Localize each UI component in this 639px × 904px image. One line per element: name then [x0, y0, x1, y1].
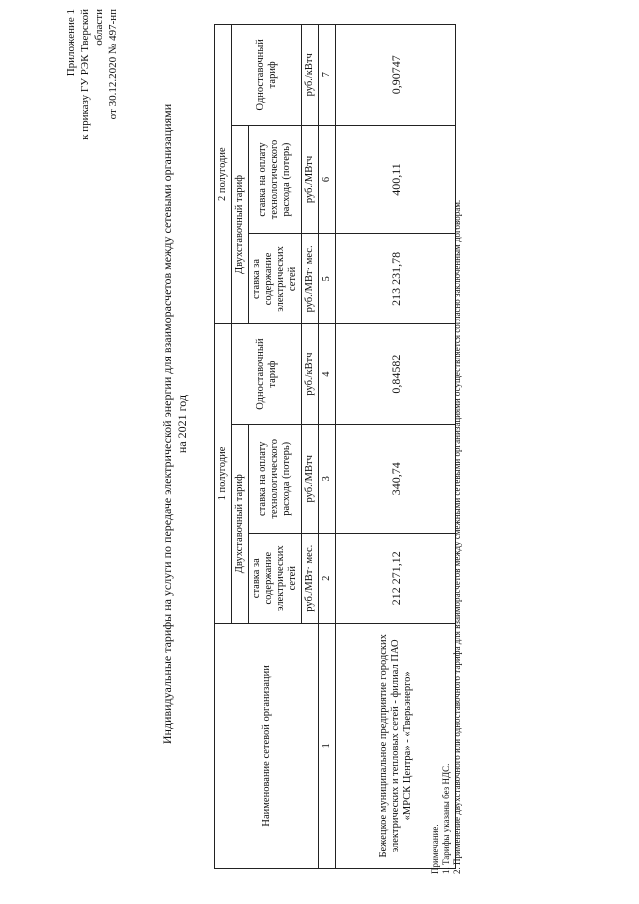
h2-losses-value: 400,11 — [336, 125, 456, 234]
appendix-header — [64, 9, 120, 159]
h2-maintenance-value: 213 231,78 — [336, 234, 456, 324]
document-title — [160, 64, 190, 784]
column-number: 6 — [319, 125, 336, 234]
unit-maintenance-1: руб./МВт· мес. — [302, 533, 319, 623]
column-number-row — [319, 25, 336, 869]
header-half-1: 1 полугодие — [215, 324, 232, 623]
header-rate-maintenance-1: ставка за содержание электрических сетей — [249, 533, 302, 623]
tariff-table — [214, 24, 456, 869]
header-rate-maintenance-2: ставка за содержание электрических сетей — [249, 234, 302, 324]
notes-heading: Примечание. — [430, 824, 440, 874]
h1-losses-value: 340,74 — [336, 424, 456, 533]
column-number: 2 — [319, 533, 336, 623]
notes-section — [430, 174, 463, 874]
header-two-part-tariff-1: Двухставочный тариф — [232, 424, 249, 623]
appendix-order-date: от 30.12.2020 № 497-нп — [107, 9, 119, 120]
column-number: 3 — [319, 424, 336, 533]
note-item-2: 2. Применение двухставочного или одноставочного тарифа для взаиморасчетов между смежными сетевыми организациями осуществляется согласно заключенным договорам. — [452, 199, 462, 874]
column-number: 7 — [319, 25, 336, 126]
h1-maintenance-value: 212 271,12 — [336, 533, 456, 623]
h2-one-part-value: 0,90747 — [336, 25, 456, 126]
organization-name-cell: Бежецкое муниципальное предприятие городских электрических и тепловых сетей - филиал ПАО «МРСК Центра» - «Тверьэнерго» — [336, 623, 456, 868]
header-one-part-tariff-2: Одноставочный тариф — [232, 25, 302, 126]
column-number: 4 — [319, 324, 336, 424]
appendix-number: Приложение 1 — [65, 9, 77, 77]
header-two-part-tariff-2: Двухставочный тариф — [232, 125, 249, 324]
header-rate-losses-2: ставка на оплату технологического расхода (потерь) — [249, 125, 302, 234]
unit-losses-2: руб./МВтч — [302, 125, 319, 234]
unit-one-part-1: руб./кВтч — [302, 324, 319, 424]
column-number: 1 — [319, 623, 336, 868]
title-line-1: Индивидуальные тарифы на услуги по передаче электрической энергии для взаиморасчетов между сетевыми организациями — [160, 103, 174, 745]
title-line-2: на 2021 год — [175, 394, 189, 454]
appendix-order-ref: к приказу ГУ РЭК Тверской области — [79, 9, 105, 140]
note-item-1: 1. Тарифы указаны без НДС. — [441, 763, 451, 874]
header-rate-losses-1: ставка на оплату технологического расхода (потерь) — [249, 424, 302, 533]
unit-losses-1: руб./МВтч — [302, 424, 319, 533]
header-organization-name: Наименование сетевой организации — [215, 623, 319, 868]
unit-one-part-2: руб./кВтч — [302, 25, 319, 126]
unit-maintenance-2: руб./МВт· мес. — [302, 234, 319, 324]
h1-one-part-value: 0,84582 — [336, 324, 456, 424]
header-half-2: 2 полугодие — [215, 25, 232, 324]
header-one-part-tariff-1: Одноставочный тариф — [232, 324, 302, 424]
column-number: 5 — [319, 234, 336, 324]
